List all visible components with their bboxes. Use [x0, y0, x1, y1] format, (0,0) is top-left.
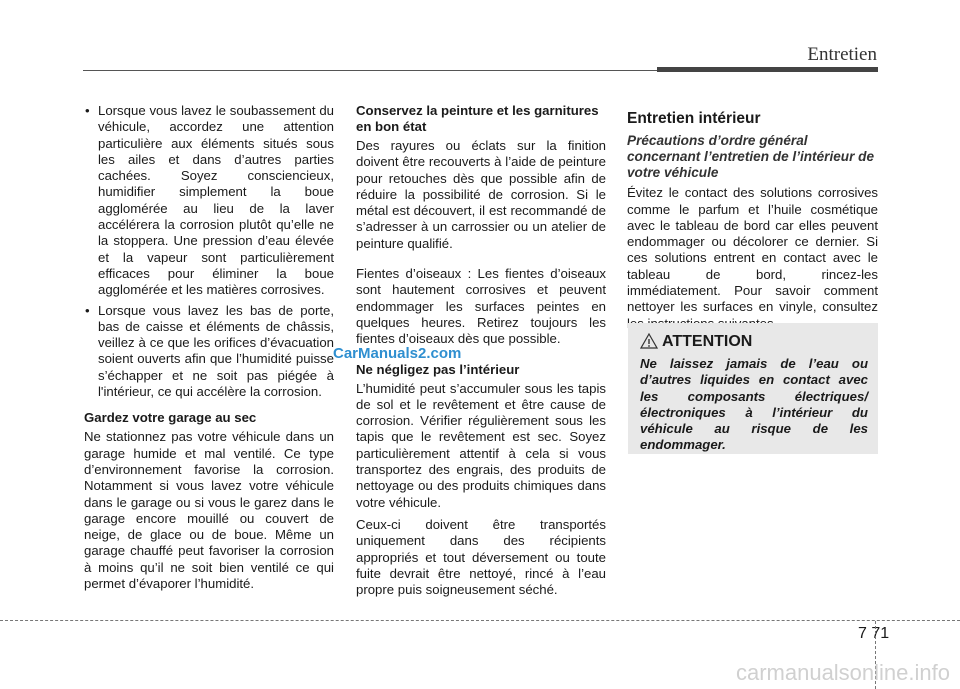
section-title: Entretien: [807, 44, 877, 65]
interior-heading: Ne négligez pas l’intérieur: [356, 361, 520, 377]
attention-header: [640, 333, 752, 351]
page-number: [858, 625, 889, 643]
precautions-subheading: Précautions d’ordre général concernant l’entretien de l’intérieur de votre véhicule: [627, 133, 875, 181]
bullet-list: [84, 103, 334, 400]
watermark-logo: CarManuals2.com: [333, 345, 462, 362]
attention-box: [628, 323, 878, 454]
header-rule-accent: [657, 67, 878, 72]
birds-paragraph: Fientes d’oiseaux : Les fientes d’oiseaux sont hautement corrosives et peuvent endommager les surfaces peintes en quelques heures. Retirez toujours les fientes d’oiseaux dès que possible.: [356, 266, 606, 347]
footer-rule: [0, 620, 960, 621]
page-number-value: 71: [871, 625, 890, 642]
garage-heading: Gardez votre garage au sec: [84, 410, 257, 426]
bullet-item: • Lorsque vous lavez le soubassement du véhicule, accordez une attention particulière aux éléments situés sous les ailes et dans d’autres parties cachées. Soyez consciencieux, humidifier simplement la boue agglomérée au lieu de la laver accélérera la corrosion plutôt qu’elle ne la stoppera. Une pression d’eau élevée et la vapeur sont particulièrement efficaces pour éliminer la boue agglomérée et les matières corrosives.: [84, 103, 334, 299]
paint-paragraph: Des rayures ou éclats sur la finition doivent être recouverts à l’aide de peinture pour retouches dès que possible afin de réduire la possibilité de corrosion. Si le métal est découvert, il est recommandé de s’adresser à un carrossier ou un atelier de peinture qualifié.: [356, 138, 606, 251]
attention-text: Ne laissez jamais de l’eau ou d’autres liquides en contact avec les composants électriques/électroniques à l’intérieur du véhicule au risque de les endommager.: [640, 356, 868, 453]
paint-heading: Conservez la peinture et les garnitures en bon état: [356, 103, 599, 134]
column-1: [84, 103, 334, 592]
interior-main-heading: Entretien intérieur: [627, 110, 761, 127]
bullet-item: • Lorsque vous lavez les bas de porte, bas de caisse et éléments de châssis, veillez à ce que les orifices d’évacuation soient ouverts afin que l’humidité puisse s’échapper et ne soit pas piégée à l'intérieur, ce qui accélère la corrosion.: [84, 303, 334, 401]
column-3: [627, 103, 878, 332]
chapter-number: 7: [858, 625, 867, 642]
transport-paragraph: Ceux-ci doivent être transportés uniquement dans des récipients appropriés et tout déversement ou toute fuite devrait être nettoyé, rincé à l’eau propre puis soigneusement séché.: [356, 516, 606, 598]
precautions-paragraph: Évitez le contact des solutions corrosives comme le parfum et l’huile cosmétique avec le tableau de bord car elles peuvent endommager ou décolorer ce dernier. Si ces solutions entrent en contact avec le tableau de bord, rincez-les immédiatement. Pour savoir comment nettoyer les surfaces en vinyle, consultez: [627, 185, 878, 315]
garage-paragraph: Ne stationnez pas votre véhicule dans un garage humide et mal ventilé. Ce type d’environnement favorise la corrosion. Notamment si vous lavez votre véhicule dans le garage ou si vous le garez dans le garage encore mouillé ou couvert de neige, de glace ou de boue. Même un garage chauffé peut favoriser la corrosion à moins qu’il ne soit bien ventilé ce qui permet d’évaporer l’humidité.: [84, 429, 334, 592]
interior-paragraph: L’humidité peut s’accumuler sous les tapis de sol et le revêtement et être cause de corrosion. Vérifier régulièrement sous les tapis que le revêtement est sec. Soyez particulièrement attentif à cela si vous transportez des engrais, des produits de nettoyage ou des produits chimiques dans votre véhicule.: [356, 380, 606, 510]
attention-title: ATTENTION: [662, 333, 753, 350]
warning-triangle-icon: [640, 333, 658, 349]
footer-watermark: carmanualsonline.info: [735, 660, 950, 685]
